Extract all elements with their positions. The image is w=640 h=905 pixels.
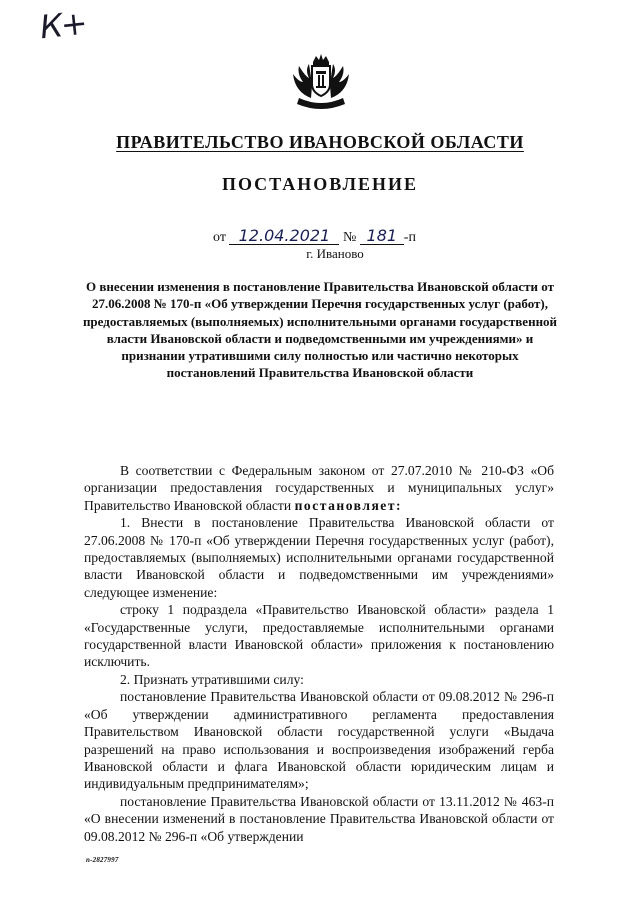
resolves-word: постановляет: xyxy=(294,497,403,513)
date-number-line xyxy=(213,228,416,246)
handwritten-corner-mark: К+ xyxy=(38,3,88,47)
document-type: ПОСТАНОВЛЕНИЕ xyxy=(221,174,419,194)
city-label: г. Иваново xyxy=(306,246,364,261)
footer-code: п-2827997 xyxy=(86,856,119,864)
coat-of-arms-icon xyxy=(285,52,357,112)
body-paragraph: постановление Правительства Ивановской области от 09.08.2012 № 296-п «Об утверждении административного регламента предоставления Правительством Ивановской области государственной услуги «Выдача разрешений на право использования и воспроизведения изображений герба Ивановской области и флага Ивановской области юридическим лицам и индивидуальным предпринимателям»; xyxy=(84,689,554,792)
body-paragraph: постановление Правительства Ивановской области от 13.11.2012 № 463-п «О внесении изменений в постановление Правительства Ивановской области от 09.08.2012 № 296-п «Об утверждении xyxy=(84,793,554,844)
body-paragraph: В соответствии с Федеральным законом от 27.07.2010 № 210-ФЗ «Об организации предоставления государственных и муниципальных услуг» Правительство Ивановской области постановляет: xyxy=(84,463,554,513)
government-title: ПРАВИТЕЛЬСТВО ИВАНОВСКОЙ ОБЛАСТИ xyxy=(116,132,524,152)
handwritten-number: 181 xyxy=(360,228,404,245)
number-sign: № xyxy=(342,230,357,245)
number-suffix: -п xyxy=(403,230,416,245)
document-subject: О внесении изменения в постановление Правительства Ивановской области от 27.06.2008 № 170-п «Об утверждении Перечня государственных услуг (работ), предоставляемых (выполняемых) исполнительными органами государственной власти Ивановской области и подведомственными им учреждениями» и признании утратившими силу полностью или частично некоторых постановлений Правительства Ивановской области xyxy=(82,279,558,381)
body-paragraph: строку 1 подраздела «Правительство Ивановской области» раздела 1 «Государственные услуги, предоставляемые исполнительными органами государственной власти Ивановской области» приложения к постановлению исключить. xyxy=(84,602,554,670)
body-paragraph: 1. Внести в постановление Правительства Ивановской области от 27.06.2008 № 170-п «Об утверждении Перечня государственных услуг (работ), предоставляемых (выполняемых) исполнительными органами государственной власти Ивановской области и подведомственными им учреждениями» следующее изменение: xyxy=(84,515,554,600)
handwritten-date: 12.04.2021 xyxy=(229,228,339,245)
date-prefix: от xyxy=(213,230,226,245)
body-paragraph: 2. Признать утратившими силу: xyxy=(120,671,304,687)
document-body xyxy=(84,462,554,845)
